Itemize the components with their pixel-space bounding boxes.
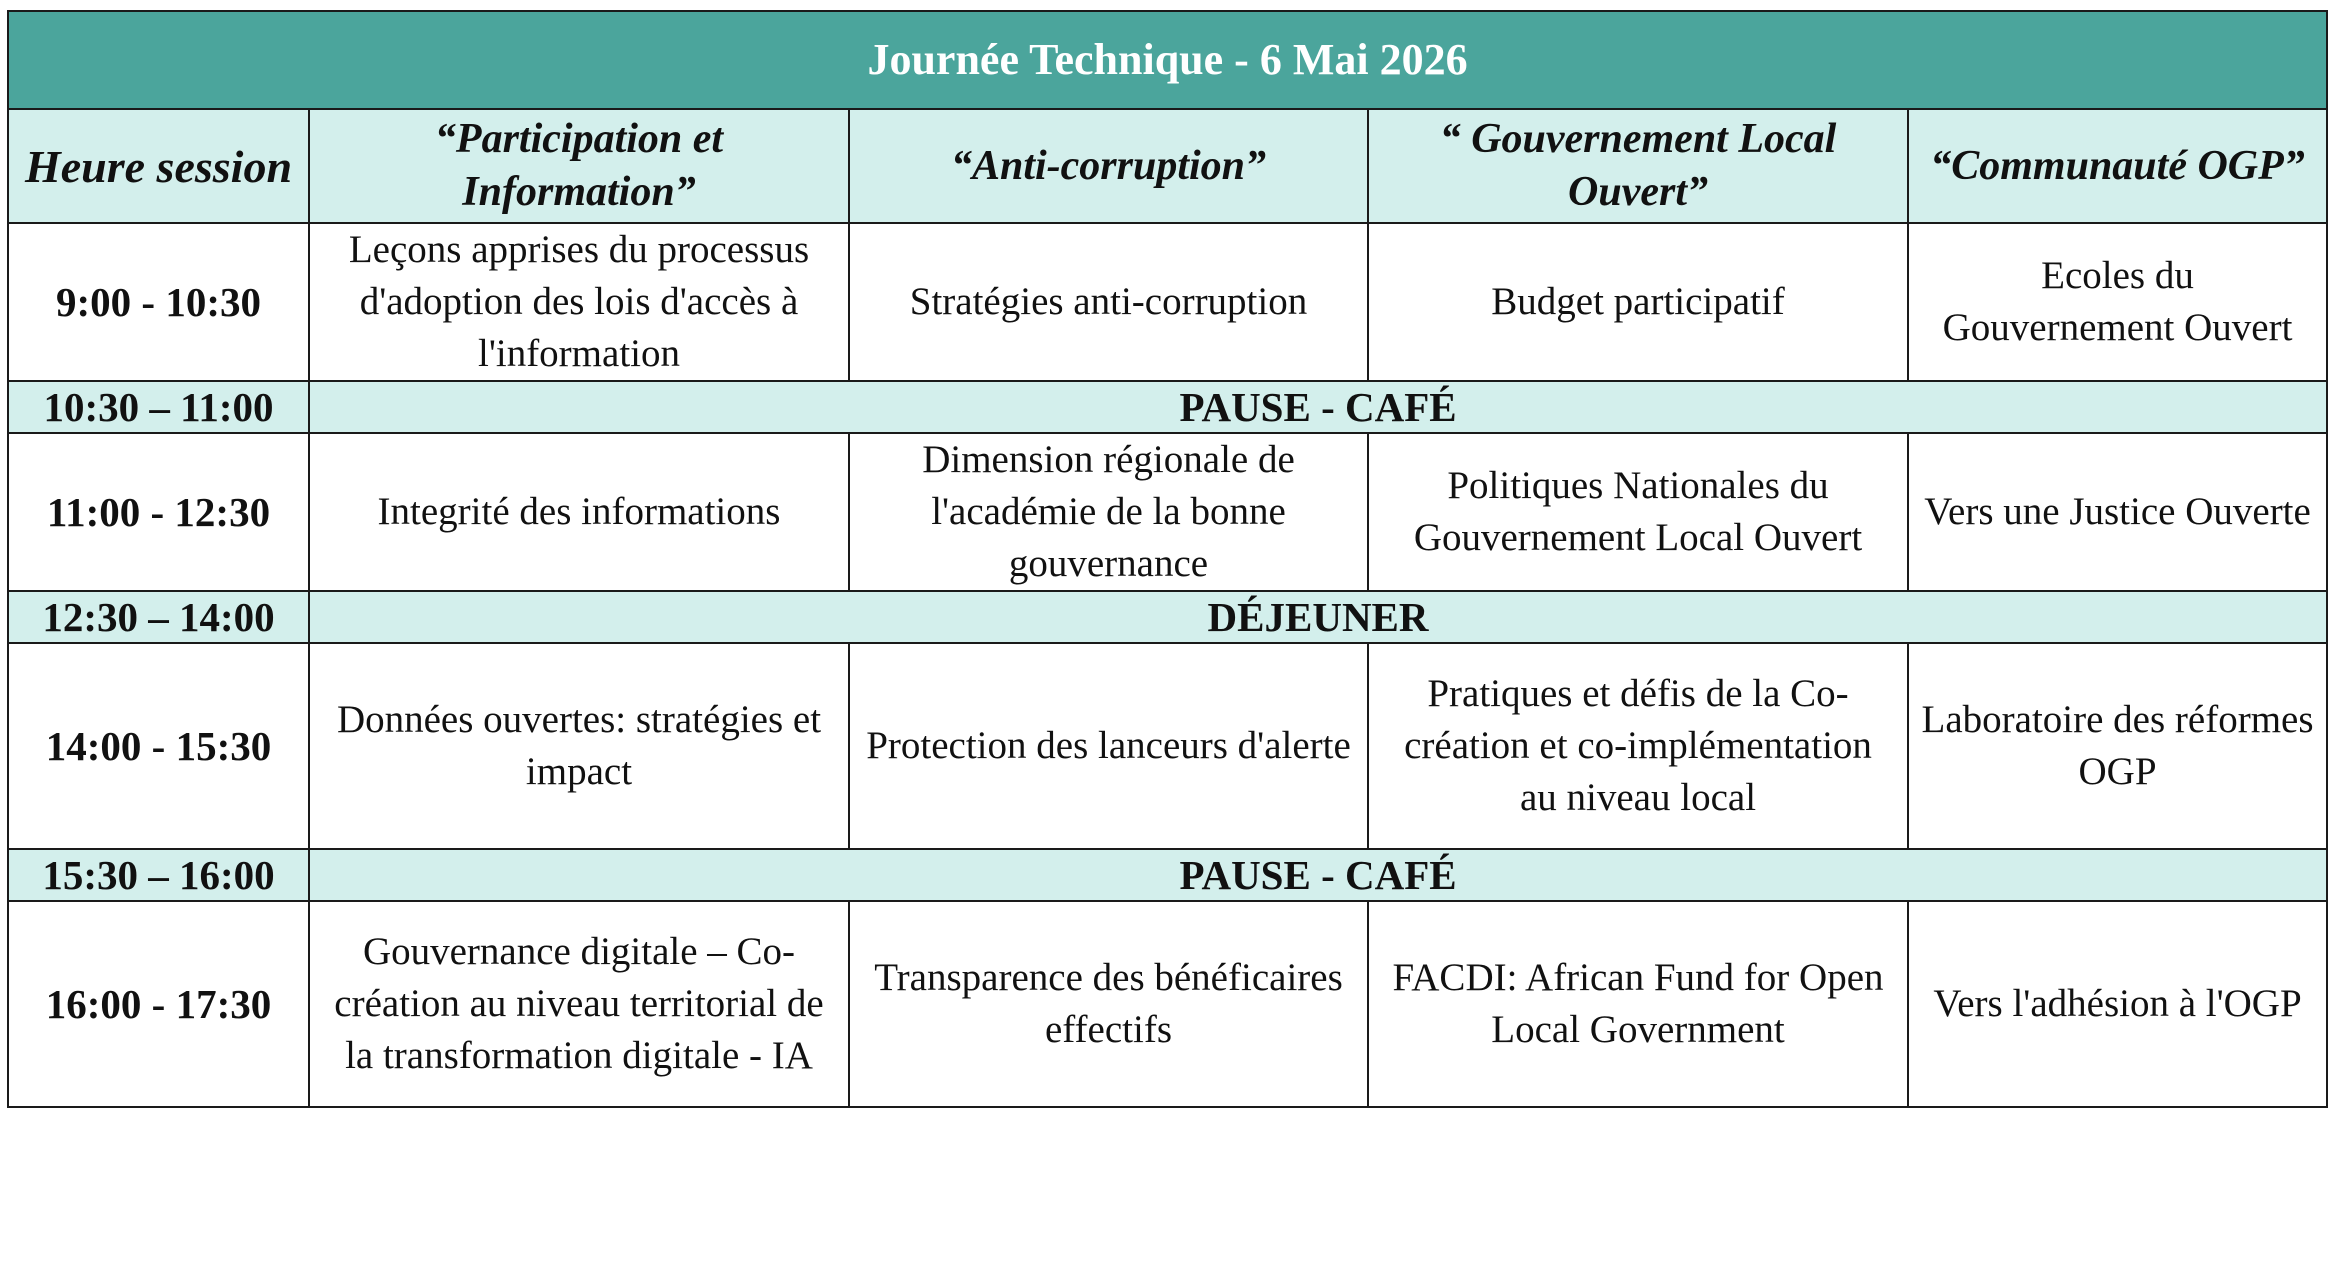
- session-cell-ogp-community: Vers une Justice Ouverte: [1908, 433, 2327, 591]
- break-row-coffee-1: [8, 381, 2327, 433]
- session-row-1: [8, 223, 2327, 381]
- session-cell-ogp-community: Laboratoire des réformes OGP: [1908, 643, 2327, 849]
- break-row-coffee-2: [8, 849, 2327, 901]
- break-label: PAUSE - CAFÉ: [309, 849, 2327, 901]
- session-cell-local-government: Pratiques et défis de la Co-création et co-implémentation au niveau local: [1368, 643, 1908, 849]
- header-track-ogp-community: “Communauté OGP”: [1908, 109, 2327, 223]
- session-time: 9:00 - 10:30: [8, 223, 309, 381]
- session-time: 11:00 - 12:30: [8, 433, 309, 591]
- header-track-anti-corruption: “Anti-corruption”: [849, 109, 1368, 223]
- header-row: [8, 109, 2327, 223]
- title-row: [8, 11, 2327, 109]
- session-cell-participation: Gouvernance digitale – Co-création au niveau territorial de la transformation digitale - IA: [309, 901, 849, 1107]
- session-cell-local-government: FACDI: African Fund for Open Local Government: [1368, 901, 1908, 1107]
- session-cell-local-government: Budget participatif: [1368, 223, 1908, 381]
- session-cell-anti-corruption: Transparence des bénéficaires effectifs: [849, 901, 1368, 1107]
- session-time: 14:00 - 15:30: [8, 643, 309, 849]
- session-cell-participation: Integrité des informations: [309, 433, 849, 591]
- session-row-3: [8, 643, 2327, 849]
- header-track-local-government: “ Gouvernement Local Ouvert”: [1368, 109, 1908, 223]
- session-cell-ogp-community: Vers l'adhésion à l'OGP: [1908, 901, 2327, 1107]
- break-time: 12:30 – 14:00: [8, 591, 309, 643]
- break-time: 10:30 – 11:00: [8, 381, 309, 433]
- schedule-title: Journée Technique - 6 Mai 2026: [8, 11, 2327, 109]
- break-time: 15:30 – 16:00: [8, 849, 309, 901]
- session-cell-local-government: Politiques Nationales du Gouvernement Local Ouvert: [1368, 433, 1908, 591]
- break-label: PAUSE - CAFÉ: [309, 381, 2327, 433]
- session-time: 16:00 - 17:30: [8, 901, 309, 1107]
- break-label: DÉJEUNER: [309, 591, 2327, 643]
- session-row-4: [8, 901, 2327, 1107]
- session-cell-anti-corruption: Stratégies anti-corruption: [849, 223, 1368, 381]
- header-hour-session: Heure session: [8, 109, 309, 223]
- session-cell-anti-corruption: Dimension régionale de l'académie de la bonne gouvernance: [849, 433, 1368, 591]
- header-track-participation: “Participation et Information”: [309, 109, 849, 223]
- session-cell-ogp-community: Ecoles du Gouvernement Ouvert: [1908, 223, 2327, 381]
- session-cell-anti-corruption: Protection des lanceurs d'alerte: [849, 643, 1368, 849]
- session-cell-participation: Leçons apprises du processus d'adoption des lois d'accès à l'information: [309, 223, 849, 381]
- session-row-2: [8, 433, 2327, 591]
- schedule-table: [7, 10, 2328, 1108]
- break-row-lunch: [8, 591, 2327, 643]
- session-cell-participation: Données ouvertes: stratégies et impact: [309, 643, 849, 849]
